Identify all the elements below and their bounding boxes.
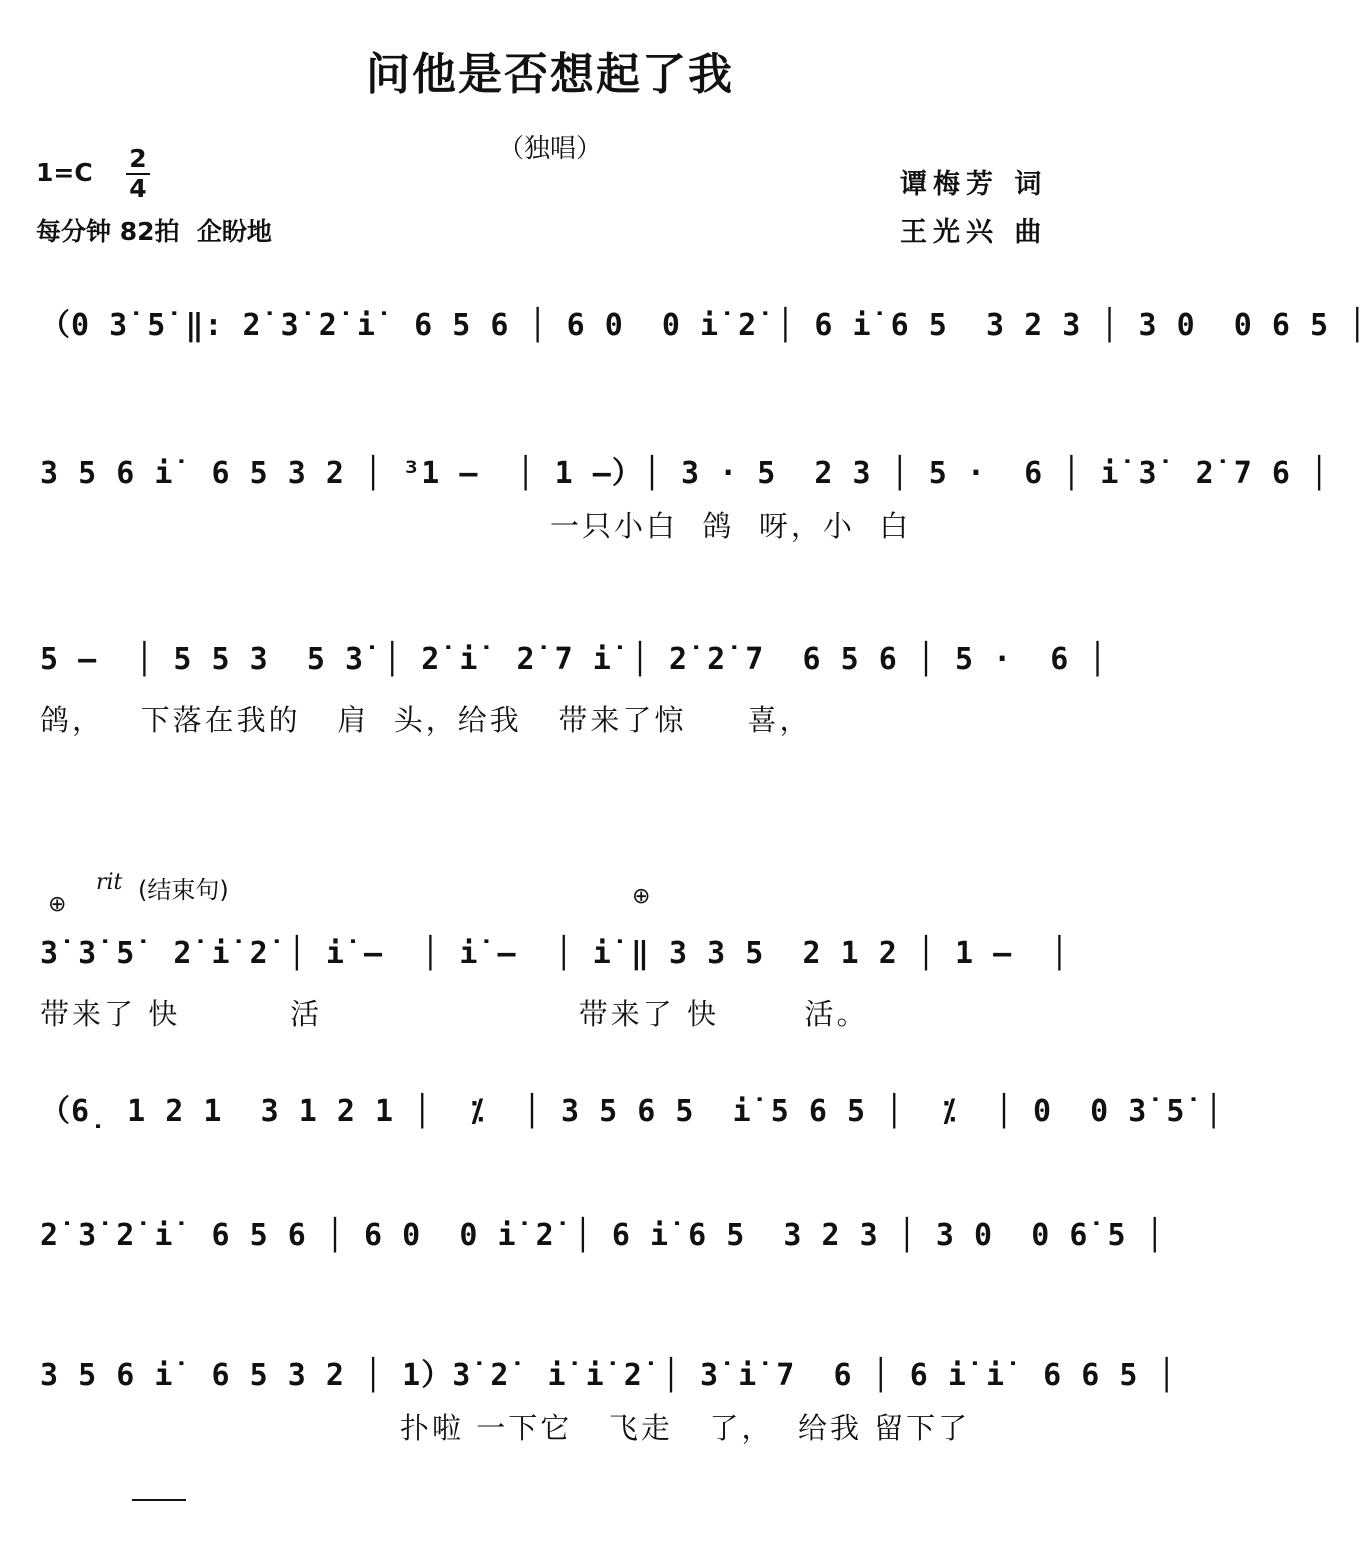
time-signature-denominator: 4 [129, 174, 147, 203]
lyrics-line: 鸽， 下落在我的 肩 头，给我 带来了惊 喜， [40, 703, 812, 737]
notation-line: （0 3̇ 5̇ ‖: 2̇ 3̇ 2̇ i̇ 6 5 6 │ 6 0 0 i̇ 2̇ │ 6 i̇ 6 5 3 2 3 │ 3 0 0 6 5 │ [40, 308, 1367, 343]
notation-line: 2̇ 3̇ 2̇ i̇ 6 5 6 │ 6 0 0 i̇ 2̇ │ 6 i̇ 6 5 3 2 3 │ 3 0 0 6̇ 5 │ [40, 1218, 1165, 1253]
time-signature-numerator: 2 [129, 144, 147, 173]
key-signature: 1=C [36, 158, 93, 187]
lyrics-line: 带来了 快 活 带来了 快 活。 [40, 997, 869, 1031]
page-bottom-rule [132, 1499, 186, 1501]
notation-line: 3̇ 3̇ 5̇ 2̇ i̇ 2̇ │ i̇ – │ i̇ – │ i̇ ‖ 3 3 5 2 1 2 │ 1 – │ [40, 936, 1070, 971]
lyricist-credit: 谭梅芳 词 [900, 169, 1048, 200]
notation-line: （6̣ 1 2 1 3 1 2 1 │ ⁒ │ 3 5 6 5 i̇ 5 6 5 │ ⁒ │ 0 0 3̇ 5̇ │ [40, 1094, 1224, 1129]
segno-mark: ⊕ [48, 892, 67, 917]
lyrics-line: 扑啦 一下它 飞走 了， 给我 留下了 [400, 1411, 971, 1445]
song-title: 问他是否想起了我 [366, 49, 734, 100]
notation-line: 3 5 6 i̇ 6 5 3 2 │ 1）3̇ 2̇ i̇ i̇ 2̇ │ 3̇ i̇ 7 6 │ 6 i̇ i̇ 6 6 5 │ [40, 1358, 1177, 1393]
notation-line: 5 – │ 5 5 3 5 3̇ │ 2̇ i̇ 2̇ 7 i̇ │ 2̇ 2̇ 7 6 5 6 │ 5 · 6 │ [40, 642, 1108, 677]
ending-phrase-note: (结束句) [138, 876, 229, 904]
tempo-marking: 每分钟 82拍 企盼地 [36, 217, 272, 246]
ritardando-mark: rit [96, 870, 123, 895]
coda-mark: ⊕ [632, 884, 651, 909]
subtitle: （独唱） [497, 134, 602, 164]
notation-line: 3 5 6 i̇ 6 5 3 2 │ ³1 – │ 1 –）│ 3 · 5 2 3 │ 5 · 6 │ i̇ 3̇ 2̇ 7 6 │ [40, 456, 1330, 491]
lyrics-line: 一只小白 鸽 呀，小 白 [550, 509, 912, 543]
time-signature [126, 146, 150, 202]
composer-credit: 王光兴 曲 [900, 217, 1048, 248]
